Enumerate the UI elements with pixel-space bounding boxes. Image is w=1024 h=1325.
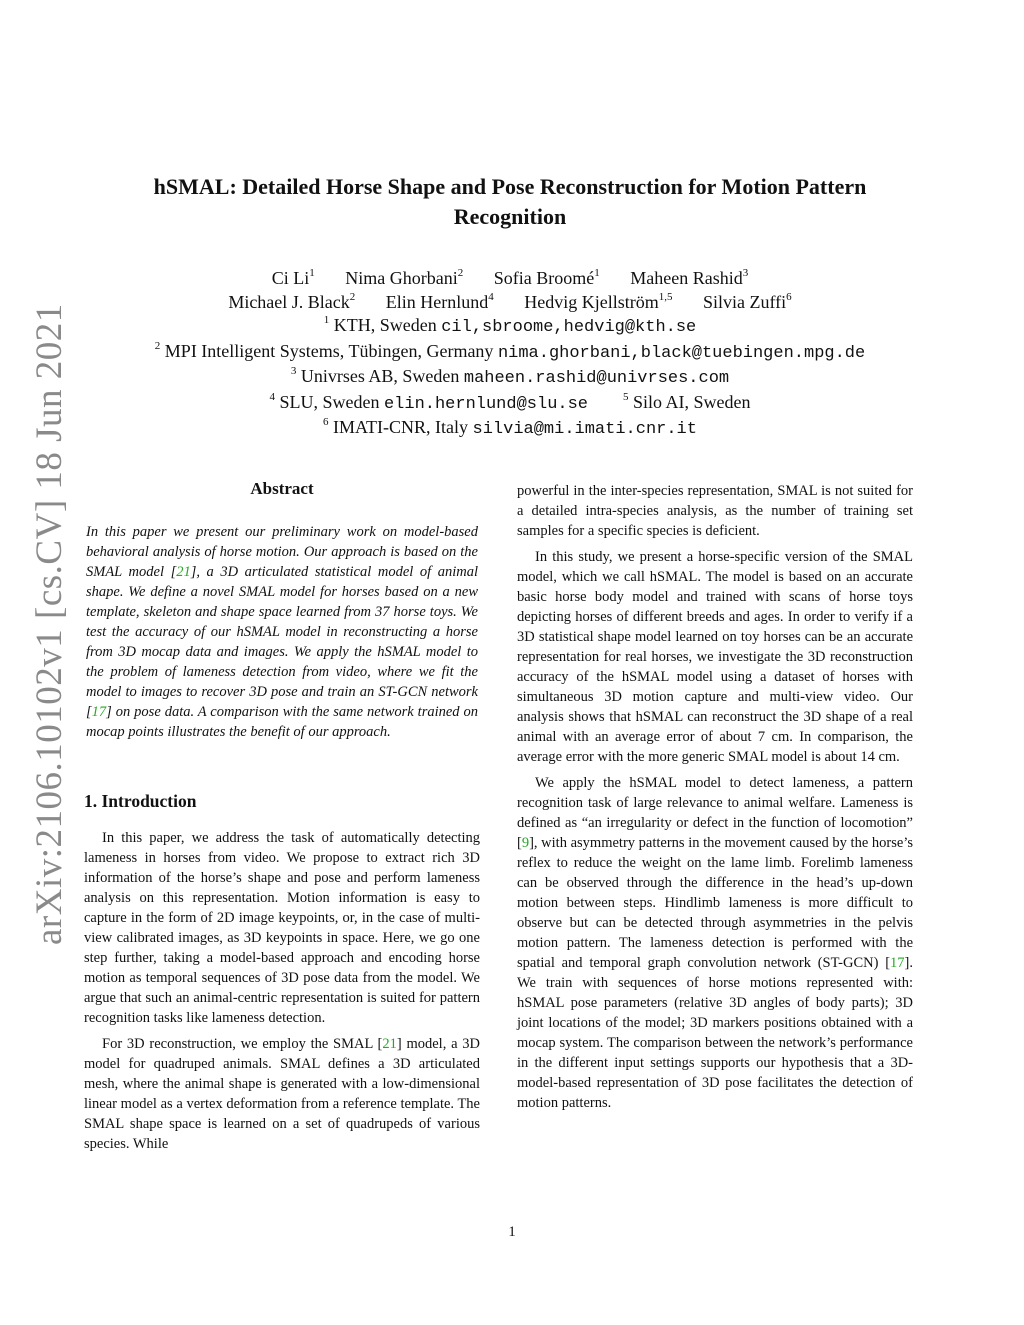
page-number: 1: [508, 1224, 516, 1240]
affiliation-email: elin.hernlund@slu.se: [383, 394, 589, 414]
author-affiliation-mark: 1: [594, 267, 600, 279]
author-name: Silvia Zuffi: [703, 291, 787, 312]
intro-paragraph-2: [84, 1034, 480, 1154]
abstract-text-segment: In this paper we present our preliminary work on model-based behavioral analysis of horse motion. Our approach is based on the SMAL model [: [86, 524, 478, 580]
affiliation-univrses: [60, 365, 960, 391]
author-name: Michael J. Black: [228, 291, 350, 312]
affiliation-name: SLU, Sweden: [279, 391, 380, 412]
citation-link[interactable]: 17: [91, 704, 107, 720]
author-name: Nima Ghorbani: [345, 268, 458, 288]
author-block: [60, 267, 960, 442]
citation-link[interactable]: 9: [521, 835, 530, 851]
affiliation-name: Silo AI, Sweden: [633, 391, 751, 412]
affiliation-imati: [60, 416, 960, 442]
affiliation-name: MPI Intelligent Systems, Tübingen, Germany: [164, 340, 494, 361]
affiliation-mark: 3: [290, 365, 297, 377]
abstract-text-segment: ], a 3D articulated statistical model of animal shape. We define a novel SMAL model for horses based on a new template, skeleton and shape space learned from 37 horse toys. We test the accuracy of our hSMAL model in reconstructing a horse from 3D mocap data and images. We apply the hSMAL model to the problem of lameness detection from video, where we fit the model to images to recover 3D pose and train an ST-GCN network [: [86, 564, 478, 720]
paragraph-text-segment: For 3D reconstruction, we employ the SMAL [: [102, 1036, 383, 1052]
abstract-text-segment: ] on pose data. A comparison with the same network trained on mocap points illustrates the benefit of our approach.: [86, 704, 478, 740]
affiliation-email: maheen.rashid@univrses.com: [463, 369, 730, 388]
paragraph-text-segment: ]. We train with sequences of horse motions represented with: hSMAL pose parameters (relative 3D angles of body parts); 3D joint locations of the model; 3D markers positions obtained with a mocap system. The comparison between the network’s performance in the different input settings supports our hypothesis that a 3D-model-based representation of 3D pose facilitates the detection of motion patterns.: [517, 955, 913, 1111]
paragraph-text-segment: We apply the hSMAL model to detect lameness, a pattern recognition task of large relevance to animal welfare. Lameness is defined as “an irregularity or defect in the function of locomotion” [: [517, 775, 913, 851]
author-name: Maheen Rashid: [630, 268, 743, 288]
author-row-1: [60, 267, 960, 291]
affiliation-slu-silo: [60, 391, 960, 417]
author-name: Elin Hernlund: [385, 291, 489, 312]
author-row-2: [60, 291, 960, 315]
abstract-heading: Abstract: [250, 479, 314, 498]
author-affiliation-mark: 2: [457, 267, 464, 279]
affiliation-kth: [60, 314, 960, 340]
affiliation-mark: 5: [623, 390, 629, 403]
intro-paragraph-1: In this paper, we address the task of automatically detecting lameness in horses from video. We propose to extract rich 3D information of the horse’s shape and pose and perform lameness analysis on this representation. Motion information is easy to capture in the form of 2D image keypoints, or, in the case of multi-view calibrated images, as 3D keypoints in space. Here, we go one step further, taking a model-based approach and encoding horse motion as temporal sequences of 3D pose data from the model. We argue that such an animal-centric representation is suited for pattern recognition tasks like lameness detection.: [84, 830, 480, 1026]
right-column: [517, 481, 913, 1119]
affiliation-mpi: [60, 340, 960, 366]
citation-link[interactable]: 17: [890, 955, 905, 971]
affiliation-email: nima.ghorbani,black@tuebingen.mpg.de: [497, 343, 866, 363]
affiliation-email: cil,sbroome,hedvig@kth.se: [441, 318, 697, 337]
citation-link[interactable]: 21: [382, 1036, 397, 1052]
affiliation-email: silvia@mi.imati.cnr.it: [472, 420, 697, 439]
author-affiliation-mark: 2: [349, 290, 356, 303]
author-affiliation-mark: 4: [488, 290, 494, 303]
affiliation-mark: 4: [269, 390, 275, 403]
author-name: Hedvig Kjellström: [524, 291, 659, 312]
author-affiliation-mark: 1,5: [658, 290, 673, 303]
paper-title: hSMAL: Detailed Horse Shape and Pose Reconstruction for Motion Pattern Recognition: [153, 174, 867, 229]
citation-link[interactable]: 21: [176, 564, 191, 580]
arxiv-identifier-stamp: arXiv:2106.10102v1 [cs.CV] 18 Jun 2021: [29, 303, 70, 945]
affiliation-mark: 1: [323, 314, 330, 326]
abstract-text: [84, 522, 480, 742]
paragraph-text-segment: ] model, a 3D model for quadruped animals. SMAL defines a 3D articulated mesh, where the animal shape is generated with a low-dimensional linear model as a vertex deformation from a reference template. The SMAL shape space is learned on a set of quadrupeds of various species. While: [84, 1036, 480, 1152]
intro-paragraph-continued: powerful in the inter-species representation, SMAL is not suited for a detailed intra-species analysis, as the number of training set samples for a specific species is deficient.: [517, 483, 913, 539]
author-name: Sofia Broomé: [493, 268, 595, 288]
affiliation-mark: 6: [323, 416, 329, 428]
affiliation-name: KTH, Sweden: [333, 315, 437, 335]
intro-paragraph-4: [517, 773, 913, 1113]
author-affiliation-mark: 1: [309, 267, 315, 279]
author-affiliation-mark: 3: [742, 267, 749, 279]
author-affiliation-mark: 6: [786, 290, 792, 303]
left-column: [84, 478, 480, 1160]
author-name: Ci Li: [271, 268, 310, 288]
intro-paragraph-3: In this study, we present a horse-specific version of the SMAL model, which we call hSMAL. The model is based on an accurate basic horse body model and trained with scans of horse toys depicting horses of different breeds and ages. In order to verify if a 3D statistical shape model learned on toy horses can be an accurate representation for real horses, we investigate the 3D reconstruction accuracy of the hSMAL model using a dataset of horses with simultaneous 3D motion capture and multi-view video. Our analysis shows that hSMAL can reconstruct the 3D shape of a real animal with an average error of about 7 cm. In comparison, the average error with the more generic SMAL model is about 14 cm.: [517, 549, 913, 765]
paragraph-text-segment: ], with asymmetry patterns in the movement caused by the horse’s reflex to reduce the weight on the lame limb. Forelimb lameness can be observed through the difference in the head’s up-down motion between steps. Hindlimb lameness is more difficult to observe but can be detected through asymmetries in the pelvis motion pattern. The lameness detection is performed with the spatial and temporal graph convolution network (ST-GCN) [: [517, 835, 913, 971]
section-heading-introduction: 1. Introduction: [84, 791, 197, 811]
affiliation-name: Univrses AB, Sweden: [300, 366, 460, 386]
affiliation-name: IMATI-CNR, Italy: [333, 417, 469, 437]
affiliation-mark: 2: [154, 339, 161, 352]
